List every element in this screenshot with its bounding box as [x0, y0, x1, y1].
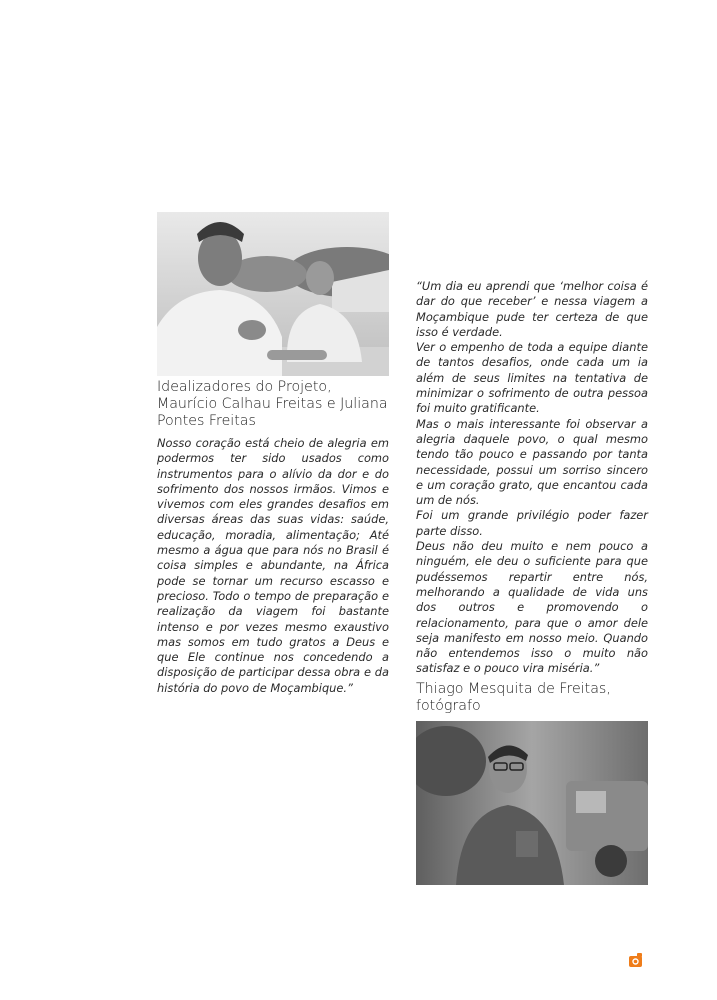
testimony-paragraph: Foi um grande privilégio poder fazer parte disso.: [416, 508, 648, 538]
photographer-testimony: [416, 279, 648, 677]
founders-caption-line: Pontes Freitas: [157, 413, 256, 429]
photographer-caption: [416, 681, 648, 715]
founders-caption: [157, 379, 389, 430]
photographer-caption-line: fotógrafo: [416, 697, 481, 714]
testimony-paragraph: Deus não deu muito e nem pouco a ninguém, ele deu o suficiente para que pudéssemos repartir entre nós, melhorando a qualidade de vida uns dos outros e promovendo o relacionamento, para que o amor dele seja manifesto em nosso meio. Quando não entendemos isso o muito não satisfaz e o pouco vira miséria.”: [416, 539, 648, 676]
photographer-caption-line: Thiago Mesquita de Freitas,: [416, 680, 611, 697]
founders-photo: [157, 212, 389, 376]
founders-testimony: [157, 436, 389, 696]
testimony-paragraph: Mas o mais interessante foi observar a alegria daquele povo, o qual mesmo tendo tão pouco e passando por tanta necessidade, possui um sorriso sincero e um coração grato, que encantou cada um de nós.: [416, 416, 648, 508]
founders-photo-illustration: [157, 212, 389, 376]
testimony-paragraph: Ver o empenho de toda a equipe diante de tantos desafios, onde cada um ia além de seus limites na tentativa de minimizar o sofrimento de outra pessoa foi muito gratificante.: [416, 340, 648, 416]
left-column: [157, 212, 389, 696]
photographer-photo: [416, 721, 648, 885]
publication-logo-icon: [628, 952, 644, 968]
founders-testimony-text: Nosso coração está cheio de alegria em podermos ter sido usados como instrumentos para o alívio da dor e do sofrimento dos nossos irmãos. Vimos e vivemos com eles grandes desafios em diversas áreas das suas vidas: saúde, educação, moradia, alimentação; Até mesmo a água que para nós no Brasil é coisa simples e abundante, na África pode se tornar um recurso escasso e precioso. Todo o tempo de preparação e realização da viagem foi bastante intenso e por vezes mesmo exaustivo mas somos em tudo gratos a Deus e que Ele continue nos concedendo a disposição de participar dessa obra e da história do povo de Moçambique.”: [157, 436, 389, 695]
founders-caption-line: Maurício Calhau Freitas e Juliana: [157, 396, 388, 412]
testimony-paragraph: “Um dia eu aprendi que ‘melhor coisa é dar do que receber’ e nessa viagem a Moçambique pude ter certeza de que isso é verdade.: [416, 279, 648, 339]
right-column: [416, 279, 648, 885]
founders-caption-line: Idealizadores do Projeto,: [157, 379, 332, 395]
photographer-photo-illustration: [416, 721, 648, 885]
